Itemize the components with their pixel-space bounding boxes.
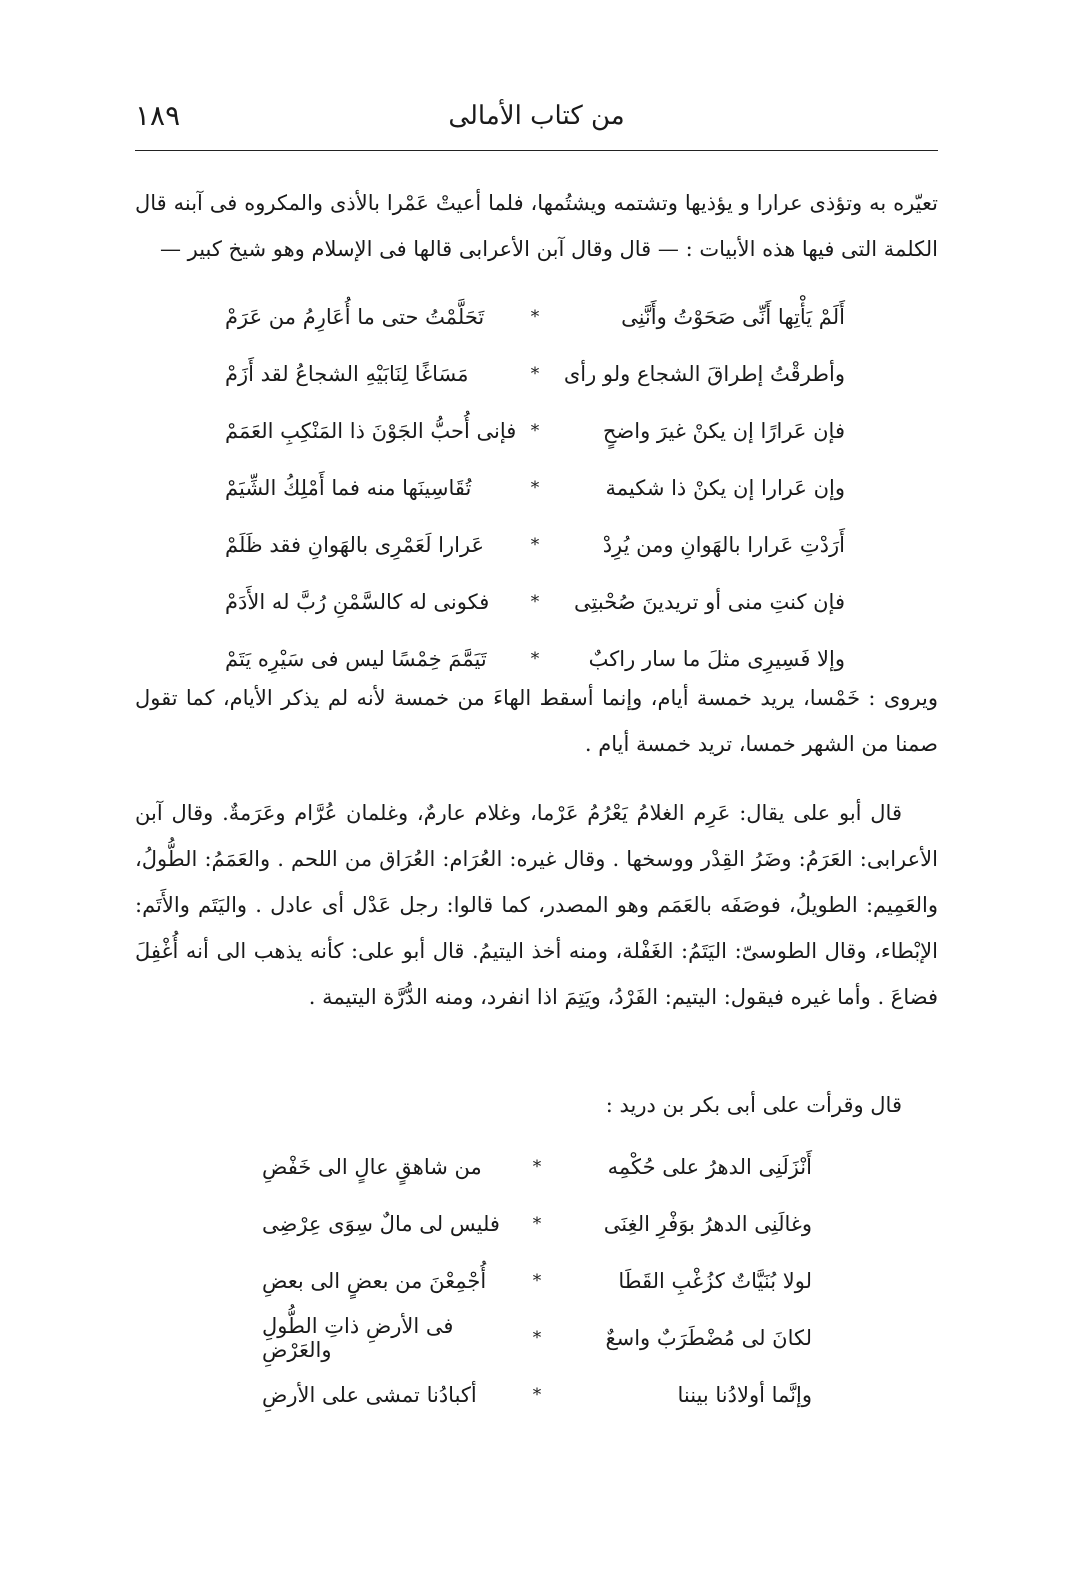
commentary-text: قال أبو على يقال: عَرِم الغلامُ يَعْرُمُ عَرْما، وغلام عارمٌ، وغلمان عُرَّام وعَرَمةٌ. وقال آبن الأعرابى: العَرَمُ: وضَرُ القِدْر ووسخها . وقال غيره: العُرَام: العُرَاق من اللحم . والعَمَمُ: الطُّولُ، والعَمِيم: الطويلُ، فوصَفَه بالعَمَم وهو المصدر، كما قالوا: رجل عَدْل أى عادل . واليَتَم والأَتَم: الإبْطاء، وقال الطوسىّ: اليَتَمُ: الغَفْلة، ومنه أخذ اليتيمُ. قال أبو على: كأنه يذهب الى أنه أُغْفِلَ فضاعَ . وأما غيره فيقول: اليتيم: الفَرْدُ، ويَتِمَ اذا انفرد، ومنه الدُّرَّة اليتيمة . <box>135 801 938 1009</box>
verse-second-hemistich: فكونى له كالسَّمْنِ رُبَّ له الأَدَمْ <box>225 589 490 614</box>
verse-second-hemistich: مَسَاغًا لِنَابَيْهِ الشجاعُ لقد أَزَمْ <box>225 361 469 386</box>
intro-text: تعيّره به وتؤذى عرارا و يؤذيها وتشتمه ويشتُمها، فلما أعيتْ عَمْرا بالأذى والمكروه فى آبنه قال الكلمة التى فيها هذه الأبيات : — قال وقال آبن الأعرابى قالها فى الإسلام وهو شيخ كبير — <box>135 191 938 261</box>
verse-line <box>225 573 845 630</box>
attribution-text: قال وقرأت على أبى بكر بن دريد : <box>605 1093 902 1117</box>
verse-second-hemistich: أكبادُنا تمشى على الأرضِ <box>262 1382 477 1407</box>
verse-line <box>225 516 845 573</box>
verse-line <box>225 402 845 459</box>
verse-first-hemistich: لولا بُنَيَّاتٌ كزُغْبِ القَطَا <box>618 1268 812 1293</box>
verse-second-hemistich: فإنى أُحبُّ الجَوْنَ ذا المَنْكِبِ العَمَمْ <box>225 418 517 443</box>
verse-line <box>225 345 845 402</box>
verse-first-hemistich: أَلَمْ يَأْتِها أَنِّى صَحَوْتُ وأَنَّنِى <box>621 304 845 329</box>
verse-separator: * <box>530 306 540 327</box>
commentary-paragraph <box>135 790 938 1020</box>
verse-second-hemistich: من شاهقٍ عالٍ الى خَفْضِ <box>262 1154 482 1179</box>
running-title: من كتاب الأمالى <box>448 101 625 131</box>
verse-separator: * <box>530 477 540 498</box>
verse-first-hemistich: أَنْزَلَنِى الدهرُ على حُكْمِه <box>607 1154 812 1179</box>
verse-first-hemistich: وغالَنِى الدهرُ بوَفْرِ الغِنَى <box>603 1211 812 1236</box>
verse-second-hemistich: تُقَاسِينَها منه فما أَمْلِكُ الشِّيَمْ <box>225 475 472 500</box>
verse-second-hemistich: عَرارا لَعَمْرِى بالهَوانِ فقد ظَلَمْ <box>225 532 485 557</box>
verse-second-hemistich: تَحَلَّمْتُ حتى ما أُعَارِمُ من عَرَمْ <box>225 304 485 329</box>
header-rule <box>135 150 938 151</box>
verse-first-hemistich: وإن عَرارا إن يكنْ ذا شكيمة <box>605 475 845 500</box>
verse-first-hemistich: لكانَ لى مُضْطَرَبٌ واسعٌ <box>605 1325 812 1350</box>
verse-second-hemistich: فليس لى مالٌ سِوَى عِرْضِى <box>262 1211 500 1236</box>
verse-line <box>225 459 845 516</box>
verse-second-hemistich: أُجْمِعْنَ من بعضٍ الى بعضِ <box>262 1268 487 1293</box>
verse-second-hemistich: تَيَمَّمَ خِمْسًا ليس فى سَيْرِه يَتَمْ <box>225 646 487 671</box>
poem-1 <box>225 288 845 687</box>
riwaya-text: ويروى : خَمْسا، يريد خمسة أيام، وإنما أسقط الهاءَ من خمسة لأنه لم يذكر الأيام، كما تقول صمنا من الشهر خمسا، تريد خمسة أيام . <box>135 686 938 756</box>
verse-separator: * <box>530 420 540 441</box>
verse-line <box>262 1366 812 1423</box>
verse-first-hemistich: فإن عَرارًا إن يكنْ غيرَ واضحٍ <box>602 418 845 443</box>
verse-line <box>225 288 845 345</box>
riwaya-paragraph <box>135 675 938 767</box>
page-number: ١٨٩ <box>135 99 181 132</box>
verse-separator: * <box>532 1327 542 1348</box>
verse-first-hemistich: وإنَّما أولادُنا بيننا <box>677 1382 812 1407</box>
verse-separator: * <box>530 648 540 669</box>
verse-separator: * <box>530 591 540 612</box>
verse-line <box>262 1195 812 1252</box>
verse-separator: * <box>530 534 540 555</box>
verse-separator: * <box>532 1213 542 1234</box>
verse-line <box>262 1252 812 1309</box>
verse-separator: * <box>532 1384 542 1405</box>
verse-first-hemistich: أَرَدْتِ عَرارا بالهَوانِ ومن يُرِدْ <box>602 532 845 557</box>
verse-line <box>262 1309 812 1366</box>
page-header <box>135 95 938 145</box>
verse-first-hemistich: وأطرقْتُ إطراقَ الشجاع ولو رأى <box>563 361 845 386</box>
verse-line <box>262 1138 812 1195</box>
verse-separator: * <box>530 363 540 384</box>
verse-separator: * <box>532 1270 542 1291</box>
attribution-paragraph <box>135 1082 938 1128</box>
verse-separator: * <box>532 1156 542 1177</box>
verse-first-hemistich: وإلا فَسِيرِى مثلَ ما سار راكبٌ <box>588 646 845 671</box>
verse-second-hemistich: فى الأرضِ ذاتِ الطُّولِ والعَرْضِ <box>262 1313 454 1362</box>
intro-paragraph <box>135 180 938 272</box>
poem-2 <box>262 1138 812 1423</box>
verse-first-hemistich: فإن كنتِ منى أو تريدينَ صُحْبتِى <box>574 589 845 614</box>
